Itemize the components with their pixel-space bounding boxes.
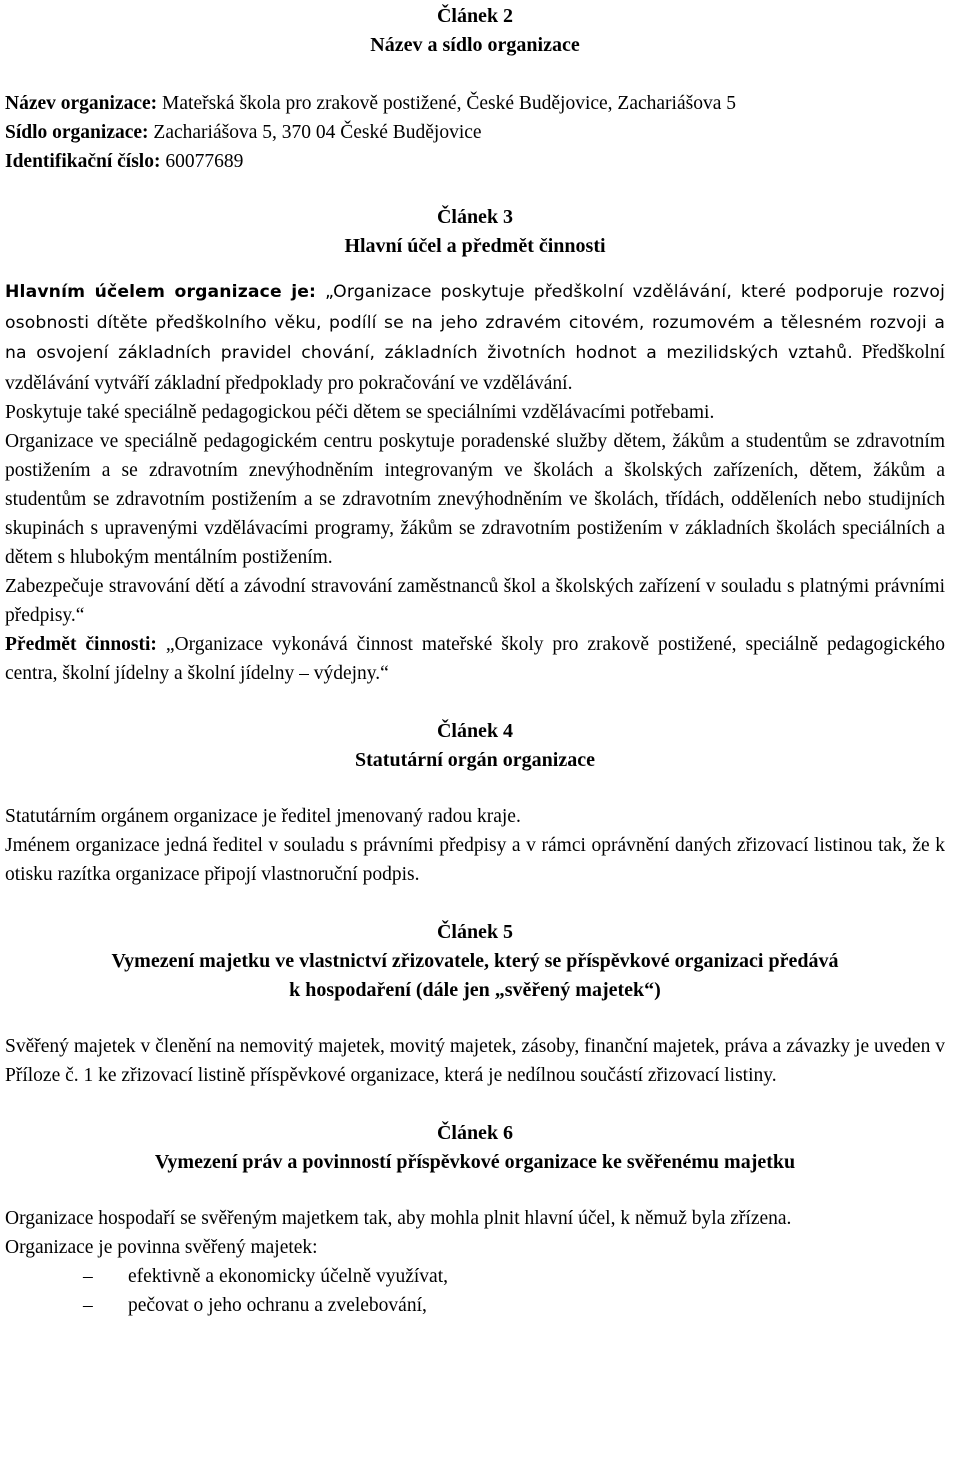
article-6-number: Článek 6 [436,1122,514,1144]
activity-text: „Organizace vykonává činnost mateřské školy pro zrakově postižené, speciálně pedagogického centra, školní jídelny a školní jídelny – výdejny.“ [5,634,946,684]
list-item [5,1262,945,1291]
catering-paragraph: Zabezpečuje stravování dětí a závodní stravování zaměstnanců škol a školských zařízení v souladu s platnými právními předpisy.“ [5,576,945,626]
article-2-number: Článek 2 [436,5,514,27]
main-purpose-text-end: Předškolní vzdělávání vytváří základní předpoklady pro pokračování ve vzdělávání. [5,342,945,394]
article-3-title: Hlavní účel a předmět činnosti [344,235,606,257]
article-4 [5,717,945,889]
director-acting-paragraph: Jménem organizace jedná ředitel v souladu s právními předpisy a v rámci oprávnění daných zřizovací listinou tak, že k otisku razítka organizace připojí vlastnoruční podpis. [5,835,945,885]
property-management-paragraph: Organizace hospodaří se svěřeným majetkem tak, aby mohla plnit hlavní účel, k němuž byla zřízena. [5,1208,792,1229]
obligations-intro: Organizace je povinna svěřený majetek: [5,1237,318,1258]
obligations-list [5,1262,945,1320]
article-5 [5,918,945,1090]
article-6-title: Vymezení práv a povinností příspěvkové organizace ke svěřenému majetku [154,1151,796,1173]
activity-label: Předmět činnosti: [5,634,157,655]
organization-seat-label: Sídlo organizace: [5,122,149,143]
list-dash: – [83,1266,93,1287]
counseling-center-paragraph: Organizace ve speciálně pedagogickém centru poskytuje poradenské služby dětem, žákům a studentům se zdravotním postižením a se zdravotním znevýhodněním integrovaným ve školách a školských zařízeních, dětem, žákům a studentům se zdravotním postižením a se zdravotním znevýhodněním ve školách, třídách, odděleních nebo studijních skupinách s upravenými vzdělávacími programy, žákům se zdravotním postižením v základních školách speciálních a dětem s hlubokým mentálním postižením. [5,431,945,568]
activity-paragraph [5,630,945,688]
main-purpose-paragraph [5,277,945,398]
document-page [0,2,955,1320]
article-2-title: Název a sídlo organizace [370,34,580,56]
article-2 [5,2,945,176]
organization-name-value: Mateřská škola pro zrakově postižené, České Budějovice, Zachariášova 5 [157,93,736,114]
organization-seat-line [5,118,945,147]
list-item [5,1291,945,1320]
article-6 [5,1119,945,1320]
list-item-text: pečovat o jeho ochranu a zvelebování, [128,1295,427,1316]
organization-seat-value: Zachariášova 5, 370 04 České Budějovice [148,122,482,143]
statutory-body-paragraph: Statutárním orgánem organizace je ředitel jmenovaný radou kraje. [5,806,521,827]
organization-id-value: 60077689 [160,151,244,172]
special-care-paragraph: Poskytuje také speciálně pedagogickou péči dětem se speciálními vzdělávacími potřebami. [5,402,715,423]
article-5-title-line-2: k hospodaření (dále jen „svěřený majetek“) [289,979,661,1001]
main-purpose-label: Hlavním účelem organizace je: [5,282,317,302]
organization-id-line [5,147,945,176]
article-5-number: Článek 5 [436,921,514,943]
article-5-title-line-1: Vymezení majetku ve vlastnictví zřizovatele, který se příspěvkové organizaci předává [111,950,839,972]
article-3 [5,203,945,688]
organization-name-label: Název organizace: [5,93,158,114]
article-4-title: Statutární orgán organizace [355,749,595,771]
organization-name-line [5,89,945,118]
article-4-number: Článek 4 [436,720,514,742]
organization-id-label: Identifikační číslo: [5,151,161,172]
list-dash: – [83,1295,93,1316]
article-3-number: Článek 3 [436,206,514,228]
entrusted-property-paragraph: Svěřený majetek v členění na nemovitý majetek, movitý majetek, zásoby, finanční majetek, práva a závazky je uveden v Příloze č. 1 ke zřizovací listině příspěvkové organizace, která je nedílnou součástí zřizovací listiny. [5,1036,945,1086]
list-item-text: efektivně a ekonomicky účelně využívat, [128,1266,448,1287]
main-purpose-text: „Organizace poskytuje předškolní vzdělávání, které podporuje rozvoj osobnosti dítěte předškolního věku, podílí se na jeho zdravém citovém, rozumovém a tělesném rozvoji a na osvojení základních pravidel chování, základních životních hodnot a mezilidských vztahů. [5,282,946,363]
